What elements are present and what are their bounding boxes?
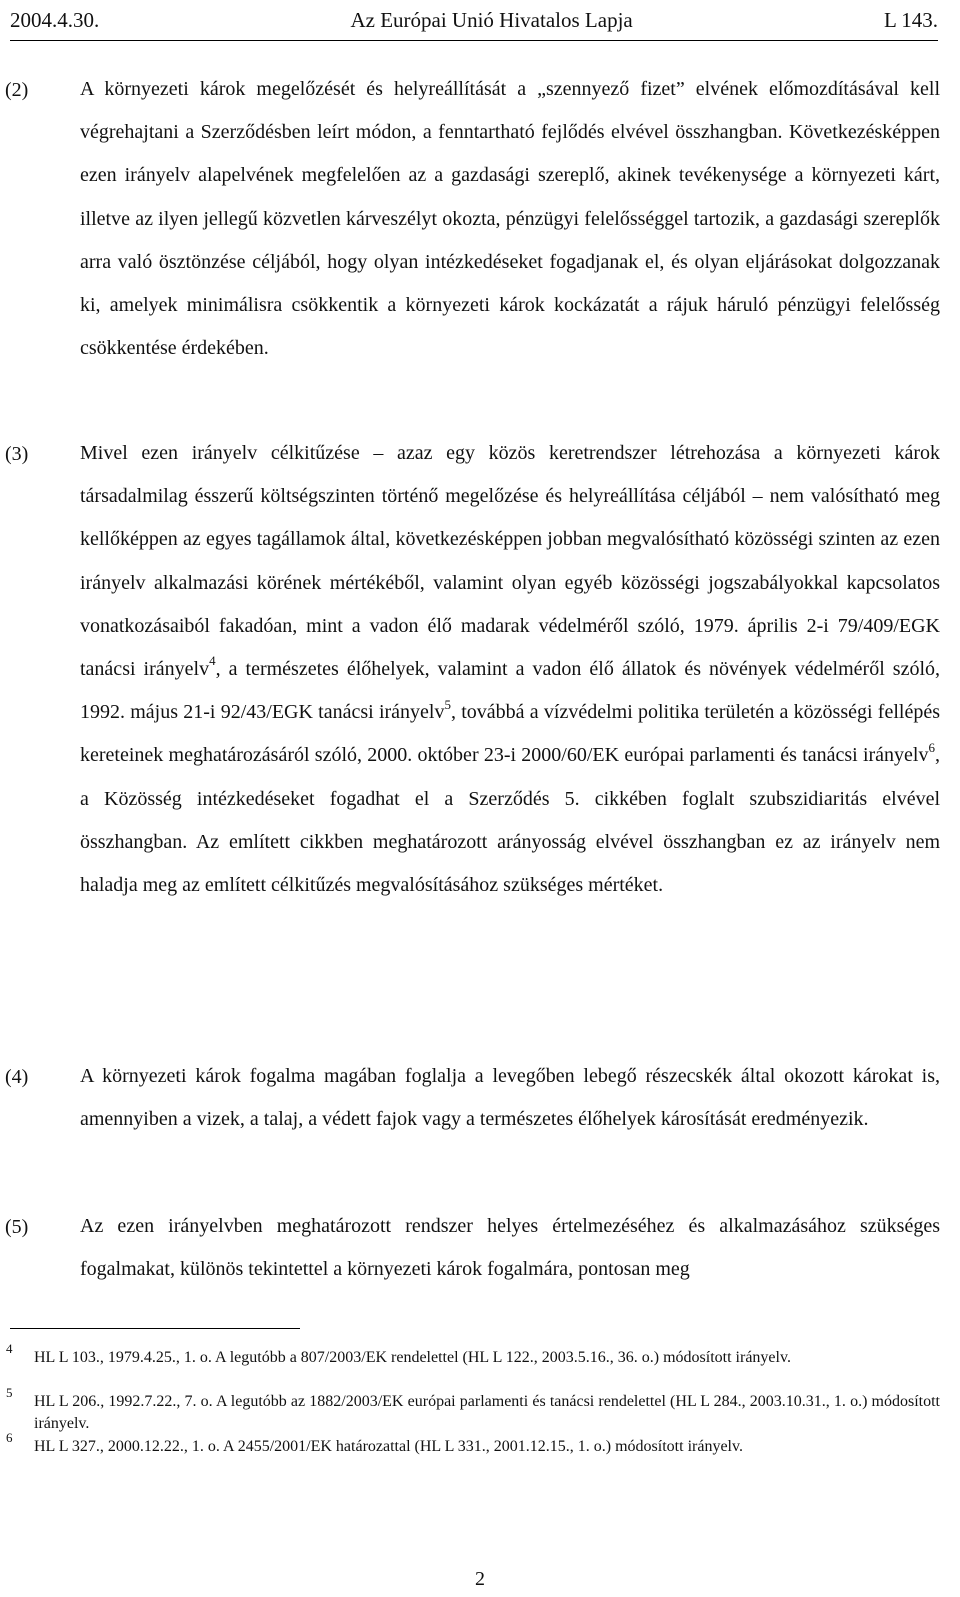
header-date: 2004.4.30. — [10, 8, 100, 32]
text-segment: , továbbá a vízvédelmi politika területén a közösségi fellépés kereteinek meghatározásáról szóló, 2000. október 23-i 2000/60/EK európai parlamenti és tanácsi irányelv — [80, 701, 940, 767]
header-journal-title: Az Európai Unió Hivatalos Lapja — [350, 8, 633, 32]
paragraph-number: (4) — [5, 1066, 29, 1088]
footnote-ref[interactable]: 4 — [209, 653, 216, 669]
paragraph-number: (2) — [5, 79, 29, 101]
footnote-number: 5 — [6, 1385, 13, 1400]
footnote-number: 6 — [6, 1430, 13, 1445]
footnote-text: HL L 103., 1979.4.25., 1. o. A legutóbb a 807/2003/EK rendelettel (HL L 122., 2003.5.16., 36. o.) módosított irányelv. — [34, 1349, 791, 1366]
paragraph-number: (3) — [5, 443, 29, 465]
text-segment: Mivel ezen irányelv célkitűzése – azaz egy közös keretrendszer létrehozása a környezeti károk társadalmilag ésszerű költségszinten történő megelőzése és helyreállítása céljából – nem valósítható meg kellőképpen az egyes tagállamok által, következésképpen jobban megvalósítható közösségi szinten az ezen irányelv alkalmazási körének mértékéből, valamint olyan egyéb közösségi jogszabályokkal kapcsolatos vonatkozásaiból fakadóan, mint a vadon élő madarak védelméről szóló, 1979. április 2-i 79/409/EGK tanácsi irányelv — [80, 442, 940, 681]
paragraph-text — [80, 432, 940, 907]
footnote-separator — [10, 1328, 300, 1329]
paragraph-text: A környezeti károk megelőzését és helyreállítását a „szennyező fizet” elvének előmozdításával kell végrehajtani a Szerződésben leírt módon, a fenntartható fejlődés elvével összhangban. Következésképpen ezen irányelv alapelvének megfelelően az a gazdasági szereplő, akinek tevékenysége a környezeti kárt, illetve az ilyen jellegű közvetlen kárveszélyt okozta, pénzügyi felelősséggel tartozik, a gazdasági szereplők arra való ösztönzése céljából, hogy olyan intézkedéseket fogadjanak el, és olyan eljárásokat dolgozzanak ki, amelyek minimálisra csökkentik a környezeti károk kockázatát a rájuk háruló pénzügyi felelősség csökkentése érdekében. — [80, 78, 940, 360]
page-number: 2 — [475, 1568, 485, 1590]
paragraph-text: A környezeti károk fogalma magában foglalja a levegőben lebegő részecskék által okozott károkat is, amennyiben a vizek, a talaj, a védett fajok vagy a természetes élőhelyek károsítását eredményezik. — [80, 1065, 940, 1131]
header-issue: L 143. — [883, 8, 938, 32]
footnote-number: 4 — [6, 1341, 13, 1356]
footnote-text: HL L 327., 2000.12.22., 1. o. A 2455/2001/EK határozattal (HL L 331., 2001.12.15., 1. o.) módosított irányelv. — [34, 1438, 743, 1455]
footnote-ref[interactable]: 5 — [444, 696, 451, 712]
header-rule — [10, 40, 938, 41]
paragraph-number: (5) — [5, 1216, 29, 1238]
page-header — [10, 6, 938, 34]
text-segment: , a Közösség intézkedéseket fogadhat el a Szerződés 5. cikkében foglalt szubszidiaritás elvével összhangban. Az említett cikkben meghatározott arányosság elvével összhangban ez az irányelv nem haladja meg az említett célkitűzés megvalósításához szükséges mértéket. — [80, 744, 940, 897]
footnote-ref[interactable]: 6 — [928, 739, 935, 755]
footnote-text: HL L 206., 1992.7.22., 7. o. A legutóbb az 1882/2003/EK európai parlamenti és tanácsi rendelettel (HL L 284., 2003.10.31., 1. o.) módosított irányelv. — [34, 1393, 940, 1432]
text-segment: , a természetes élőhelyek, valamint a vadon élő állatok és növények védelméről szóló, 1992. május 21-i 92/43/EGK tanácsi irányelv — [80, 658, 940, 724]
paragraph-text: Az ezen irányelvben meghatározott rendszer helyes értelmezéséhez és alkalmazásához szükséges fogalmakat, különös tekintettel a környezeti károk fogalmára, pontosan meg — [80, 1215, 940, 1281]
